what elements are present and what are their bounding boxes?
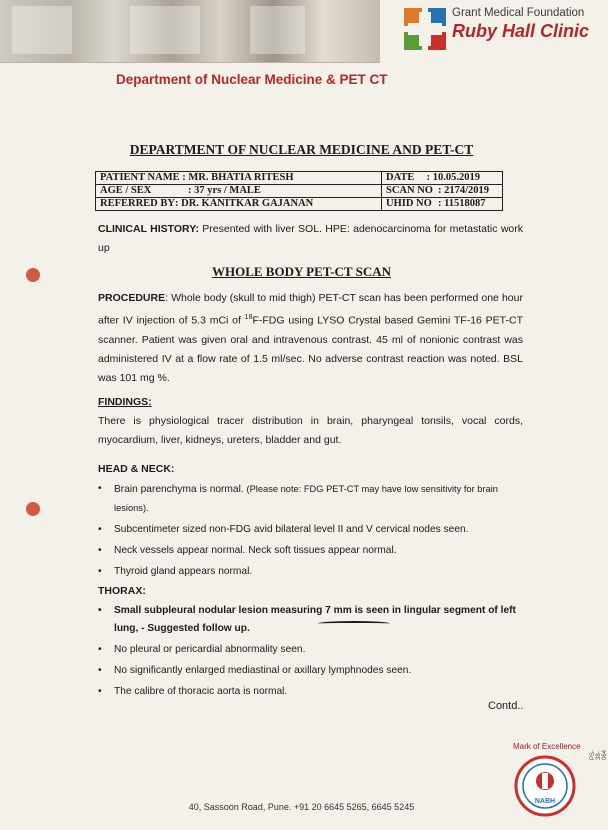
- referred-by: : DR. KANITKAR GAJANAN: [175, 198, 314, 209]
- patient-name-label: PATIENT NAME :: [100, 172, 186, 183]
- head-neck-list: [98, 480, 528, 584]
- hospital-photo: [12, 6, 72, 54]
- thorax-heading: THORAX:: [98, 585, 146, 597]
- finding-text: The calibre of thoracic aorta is normal.: [114, 686, 288, 697]
- age-sex-label: AGE / SEX: [100, 185, 152, 196]
- finding-text: Subcentimeter sized non-FDG avid bilateral level II and V cervical nodes seen.: [114, 524, 469, 535]
- clinical-history: [98, 220, 523, 258]
- clinic-name: Ruby Hall Clinic: [452, 21, 590, 41]
- procedure-label: PROCEDURE: [98, 292, 166, 304]
- list-item: [98, 521, 528, 539]
- head-neck-heading: HEAD & NECK:: [98, 463, 175, 475]
- clinical-history-label: CLINICAL HISTORY:: [98, 223, 199, 235]
- header-photo-strip: [0, 0, 380, 63]
- scan-no-label: SCAN NO: [386, 185, 433, 196]
- list-item: [98, 542, 528, 560]
- patient-name: MR. BHATIA RITESH: [188, 172, 294, 183]
- date-label: DATE: [386, 172, 415, 183]
- finding-text: No pleural or pericardial abnormality seen.: [114, 644, 306, 655]
- clinical-history-text: Presented with liver SOL. HPE: adenocarcinoma for metastatic work up: [98, 223, 523, 254]
- finding-text: Thyroid gland appears normal.: [114, 566, 253, 577]
- finding-text: Brain parenchyma is normal.: [114, 484, 247, 495]
- findings-heading: FINDINGS:: [98, 396, 152, 408]
- form-code: PS-38-064: [590, 749, 608, 760]
- handwritten-underline: [318, 621, 390, 626]
- bullet: •: [98, 545, 102, 556]
- nabh-label: NABH: [534, 798, 556, 805]
- finding-text: Small subpleural nodular lesion measuring 7 mm is seen in lingular segment of left lung, - Suggested follow up.: [114, 605, 516, 634]
- procedure-text: : Whole body (skull to mid thigh) PET-CT scan has been performed one hour after IV injection of 5.3 mCi of: [98, 292, 523, 327]
- bullet: •: [98, 605, 102, 616]
- findings-label: FINDINGS: [98, 396, 149, 408]
- footer-address: 40, Sassoon Road, Pune. +91 20 6645 5265, 6645 5245: [188, 802, 415, 812]
- uhid-label: UHID NO: [386, 198, 432, 209]
- mark-of-excellence: Mark of Excellence: [513, 742, 581, 751]
- bullet: •: [98, 665, 102, 676]
- scan-title: WHOLE BODY PET-CT SCAN: [211, 264, 392, 279]
- scan-no: : 2174/2019: [438, 185, 490, 196]
- findings-text: There is physiological tracer distribution in brain, pharyngeal tonsils, vocal cords, myocardium, liver, kidneys, ureters, bladder and gut.: [98, 415, 523, 446]
- thorax-list: [98, 602, 528, 704]
- procedure-paragraph: [98, 289, 523, 388]
- isotope-superscript: 18: [244, 314, 253, 321]
- list-item: [98, 563, 528, 581]
- org-name: Grant Medical Foundation: [452, 7, 585, 19]
- binder-hole: [26, 502, 40, 516]
- bullet: •: [98, 524, 102, 535]
- report-title: DEPARTMENT OF NUCLEAR MEDICINE AND PET-CT: [129, 142, 474, 157]
- list-item: [98, 480, 528, 518]
- age-sex: : 37 yrs / MALE: [188, 185, 261, 196]
- report-date: : 10.05.2019: [426, 172, 480, 183]
- patient-info-table: [95, 171, 503, 211]
- hospital-photo: [130, 6, 200, 54]
- referred-by-label: REFERRED BY: [100, 198, 175, 209]
- medical-cross-icon: [404, 8, 446, 50]
- continued-label: Contd..: [488, 700, 524, 712]
- list-item: [98, 641, 528, 659]
- bullet: •: [98, 686, 102, 697]
- finding-note: (Please note: FDG PET-CT may have low sensitivity for brain lesions).: [114, 484, 498, 513]
- list-item: [98, 683, 528, 701]
- list-item: [98, 662, 528, 680]
- procedure-text-continued: F-FDG using LYSO Crystal based Gemini TF-16 PET-CT scanner. Patient was given oral and intravenous contrast. 45 ml of nonionic contrast was administered IV at a flow rate of 1.5 ml/sec. No adverse contrast reaction was noted. BSL was 101 mg %.: [98, 314, 523, 384]
- uhid-no: : 11518087: [438, 198, 486, 209]
- bullet: •: [98, 566, 102, 577]
- department-header: Department of Nuclear Medicine & PET CT: [116, 72, 388, 87]
- list-item: [98, 602, 528, 638]
- hospital-photo: [250, 6, 305, 54]
- finding-text: No significantly enlarged mediastinal or axillary lymphnodes seen.: [114, 665, 412, 676]
- bullet: •: [98, 483, 102, 494]
- bullet: •: [98, 644, 102, 655]
- finding-text: Neck vessels appear normal. Neck soft tissues appear normal.: [114, 545, 397, 556]
